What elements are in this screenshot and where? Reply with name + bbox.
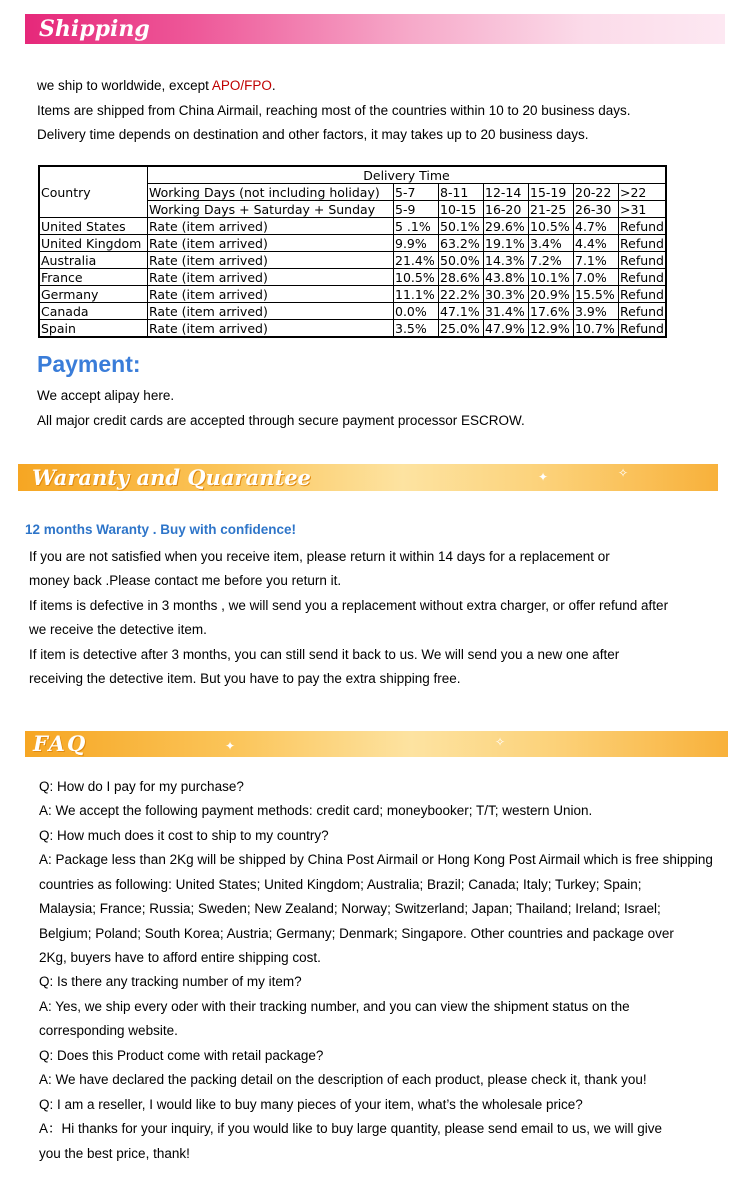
faq-line: Q: I am a reseller, I would like to buy many pieces of your item, what’s the wholesale price? <box>39 1097 583 1112</box>
faq-line: A: Package less than 2Kg will be shipped by China Post Airmail or Hong Kong Post Airmail which is free shipping <box>39 852 713 867</box>
table-row <box>39 235 666 252</box>
faq-line: you the best price, thank! <box>39 1146 190 1161</box>
shipping-origin-text: Items are shipped from China Airmail, reaching most of the countries within 10 to 20 business days. <box>37 103 631 118</box>
working-days-range: 20-22 <box>574 184 619 201</box>
rate-value-cell: 43.8% <box>484 269 529 286</box>
shipping-intro-suffix: . <box>271 78 276 93</box>
payment-alipay-text: We accept alipay here. <box>37 388 175 403</box>
rate-value-cell: 7.2% <box>529 252 574 269</box>
delivery-time-header: Delivery Time <box>148 166 667 184</box>
rate-value-cell: 17.6% <box>529 303 574 320</box>
warranty-line: money back .Please contact me before you return it. <box>29 573 342 588</box>
faq-line: corresponding website. <box>39 1023 178 1038</box>
table-row <box>39 286 666 303</box>
rate-value-cell: 15.5% <box>574 286 619 303</box>
rate-value-cell: Refund <box>620 252 664 268</box>
payment-cards-text: All major credit cards are accepted through secure payment processor ESCROW. <box>37 413 525 428</box>
working-days-sat-range: 10-15 <box>439 201 484 218</box>
working-days-range: 8-11 <box>439 184 484 201</box>
faq-line: 2Kg, buyers have to afford entire shipping cost. <box>39 950 321 965</box>
rate-value-cell: 47.1% <box>439 303 484 320</box>
sparkle-icon: ✦ <box>225 739 236 753</box>
country-header: Country <box>39 166 148 218</box>
warranty-heading: 12 months Waranty . Buy with confidence! <box>25 522 297 537</box>
working-days-sat-range: 16-20 <box>484 201 529 218</box>
rate-value-cell: 5 .1% <box>394 218 439 235</box>
working-days-sat-label: Working Days + Saturday + Sunday <box>148 201 394 218</box>
faq-line: Q: How much does it cost to ship to my country? <box>39 828 329 843</box>
shipping-banner-title: Shipping <box>39 16 150 42</box>
rate-value-cell: 31.4% <box>484 303 529 320</box>
rate-label-cell: Rate (item arrived) <box>148 303 394 320</box>
shipping-intro <box>37 77 276 95</box>
delivery-time-text: Delivery time depends on destination and other factors, it may takes up to 20 business days. <box>37 127 589 142</box>
warranty-banner-title: Waranty and Quarantee <box>32 465 311 490</box>
country-cell: United Kingdom <box>39 235 148 252</box>
rate-value-cell: 29.6% <box>484 218 529 235</box>
rate-value-cell: 10.7% <box>574 320 619 338</box>
rate-value-cell: 30.3% <box>484 286 529 303</box>
faq-line: Belgium; Poland; South Korea; Austria; Germany; Denmark; Singapore. Other countries and package over <box>39 926 674 941</box>
rate-value-cell: 4.4% <box>574 235 619 252</box>
faq-line: Q: Does this Product come with retail package? <box>39 1048 324 1063</box>
table-header-row <box>39 166 666 184</box>
rate-value-cell: Refund <box>620 218 664 234</box>
faq-banner-title: FAQ <box>33 731 88 756</box>
faq-line: A: We accept the following payment methods: credit card; moneybooker; T/T; western Union. <box>39 803 593 818</box>
working-days-sat-range: 5-9 <box>394 201 439 218</box>
rate-label-cell: Rate (item arrived) <box>148 269 394 286</box>
warranty-line: If items is defective in 3 months , we will send you a replacement without extra charger, or offer refund after <box>29 598 669 613</box>
faq-line: Q: Is there any tracking number of my item? <box>39 974 302 989</box>
country-cell: Australia <box>39 252 148 269</box>
table-row <box>39 269 666 286</box>
working-days-range: 12-14 <box>484 184 529 201</box>
rate-label-cell: Rate (item arrived) <box>148 235 394 252</box>
country-cell: France <box>39 269 148 286</box>
rate-value-cell: 3.4% <box>529 235 574 252</box>
shipping-intro-prefix: we ship to worldwide, except <box>37 78 212 93</box>
faq-line: Q: How do I pay for my purchase? <box>39 779 244 794</box>
sparkle-icon: ✦ <box>538 470 549 484</box>
rate-value-cell: 14.3% <box>484 252 529 269</box>
warranty-line: receiving the detective item. But you have to pay the extra shipping free. <box>29 671 461 686</box>
rate-value-cell: 20.9% <box>529 286 574 303</box>
rate-value-cell: Refund <box>620 303 664 319</box>
sparkle-icon: ✧ <box>495 735 506 749</box>
warranty-line: If you are not satisfied when you receive item, please return it within 14 days for a replacement or <box>29 549 610 564</box>
table-row <box>39 252 666 269</box>
working-days-range: 15-19 <box>529 184 574 201</box>
payment-heading: Payment: <box>37 351 141 377</box>
rate-value-cell: 3.5% <box>394 320 439 338</box>
faq-banner <box>25 731 728 757</box>
rate-value-cell: 0.0% <box>394 303 439 320</box>
rate-label-cell: Rate (item arrived) <box>148 218 394 235</box>
country-cell: Canada <box>39 303 148 320</box>
apo-fpo-highlight: APO/FPO <box>211 78 272 93</box>
rate-value-cell: 63.2% <box>439 235 484 252</box>
country-cell: Spain <box>39 320 148 338</box>
delivery-time-table <box>38 165 667 338</box>
rate-value-cell: Refund <box>620 320 664 336</box>
table-row <box>39 218 666 235</box>
rate-value-cell: 7.1% <box>574 252 619 269</box>
warranty-line: If item is detective after 3 months, you can still send it back to us. We will send you a new one after <box>29 647 620 662</box>
rate-value-cell: 10.5% <box>529 218 574 235</box>
rate-value-cell: 47.9% <box>484 320 529 338</box>
rate-label-cell: Rate (item arrived) <box>148 252 394 269</box>
table-row <box>39 303 666 320</box>
rate-value-cell: 11.1% <box>394 286 439 303</box>
rate-value-cell: 28.6% <box>439 269 484 286</box>
shipping-banner <box>25 14 725 44</box>
rate-value-cell: 19.1% <box>484 235 529 252</box>
country-cell: Germany <box>39 286 148 303</box>
faq-line: Malaysia; France; Russia; Sweden; New Zealand; Norway; Switzerland; Japan; Thailand; Ireland; Israel; <box>39 901 661 916</box>
warranty-line: we receive the detective item. <box>29 622 207 637</box>
rate-value-cell: 7.0% <box>574 269 619 286</box>
rate-value-cell: 3.9% <box>574 303 619 320</box>
working-days-sat-range: 26-30 <box>574 201 619 218</box>
country-cell: United States <box>39 218 148 235</box>
working-days-range: 5-7 <box>394 184 439 201</box>
rate-label-cell: Rate (item arrived) <box>148 286 394 303</box>
faq-line: A：Hi thanks for your inquiry, if you would like to buy large quantity, please send email to us, we will give <box>39 1121 663 1136</box>
faq-line: A: We have declared the packing detail on the description of each product, please check it, thank you! <box>39 1072 647 1087</box>
rate-value-cell: Refund <box>620 235 664 251</box>
faq-line: A: Yes, we ship every oder with their tracking number, and you can view the shipment status on the <box>39 999 630 1014</box>
working-days-sat-range: 21-25 <box>529 201 574 218</box>
rate-value-cell: 25.0% <box>439 320 484 338</box>
rate-value-cell: 22.2% <box>439 286 484 303</box>
table-row <box>39 320 666 338</box>
rate-value-cell: 12.9% <box>529 320 574 338</box>
warranty-banner <box>18 464 718 491</box>
rate-value-cell: 10.1% <box>529 269 574 286</box>
sparkle-icon: ✧ <box>618 466 629 480</box>
rate-value-cell: 50.0% <box>439 252 484 269</box>
rate-value-cell: Refund <box>620 286 664 302</box>
working-days-sat-range: >31 <box>619 201 667 218</box>
rate-value-cell: Refund <box>620 269 664 285</box>
rate-label-cell: Rate (item arrived) <box>148 320 394 338</box>
rate-value-cell: 21.4% <box>394 252 439 269</box>
working-days-label: Working Days (not including holiday) <box>148 184 394 201</box>
rate-value-cell: 9.9% <box>394 235 439 252</box>
rate-value-cell: 4.7% <box>574 218 619 235</box>
rate-value-cell: 10.5% <box>394 269 439 286</box>
working-days-range: >22 <box>619 184 667 201</box>
faq-line: countries as following: United States; United Kingdom; Australia; Brazil; Canada; Italy; Turkey; Spain; <box>39 877 642 892</box>
rate-value-cell: 50.1% <box>439 218 484 235</box>
